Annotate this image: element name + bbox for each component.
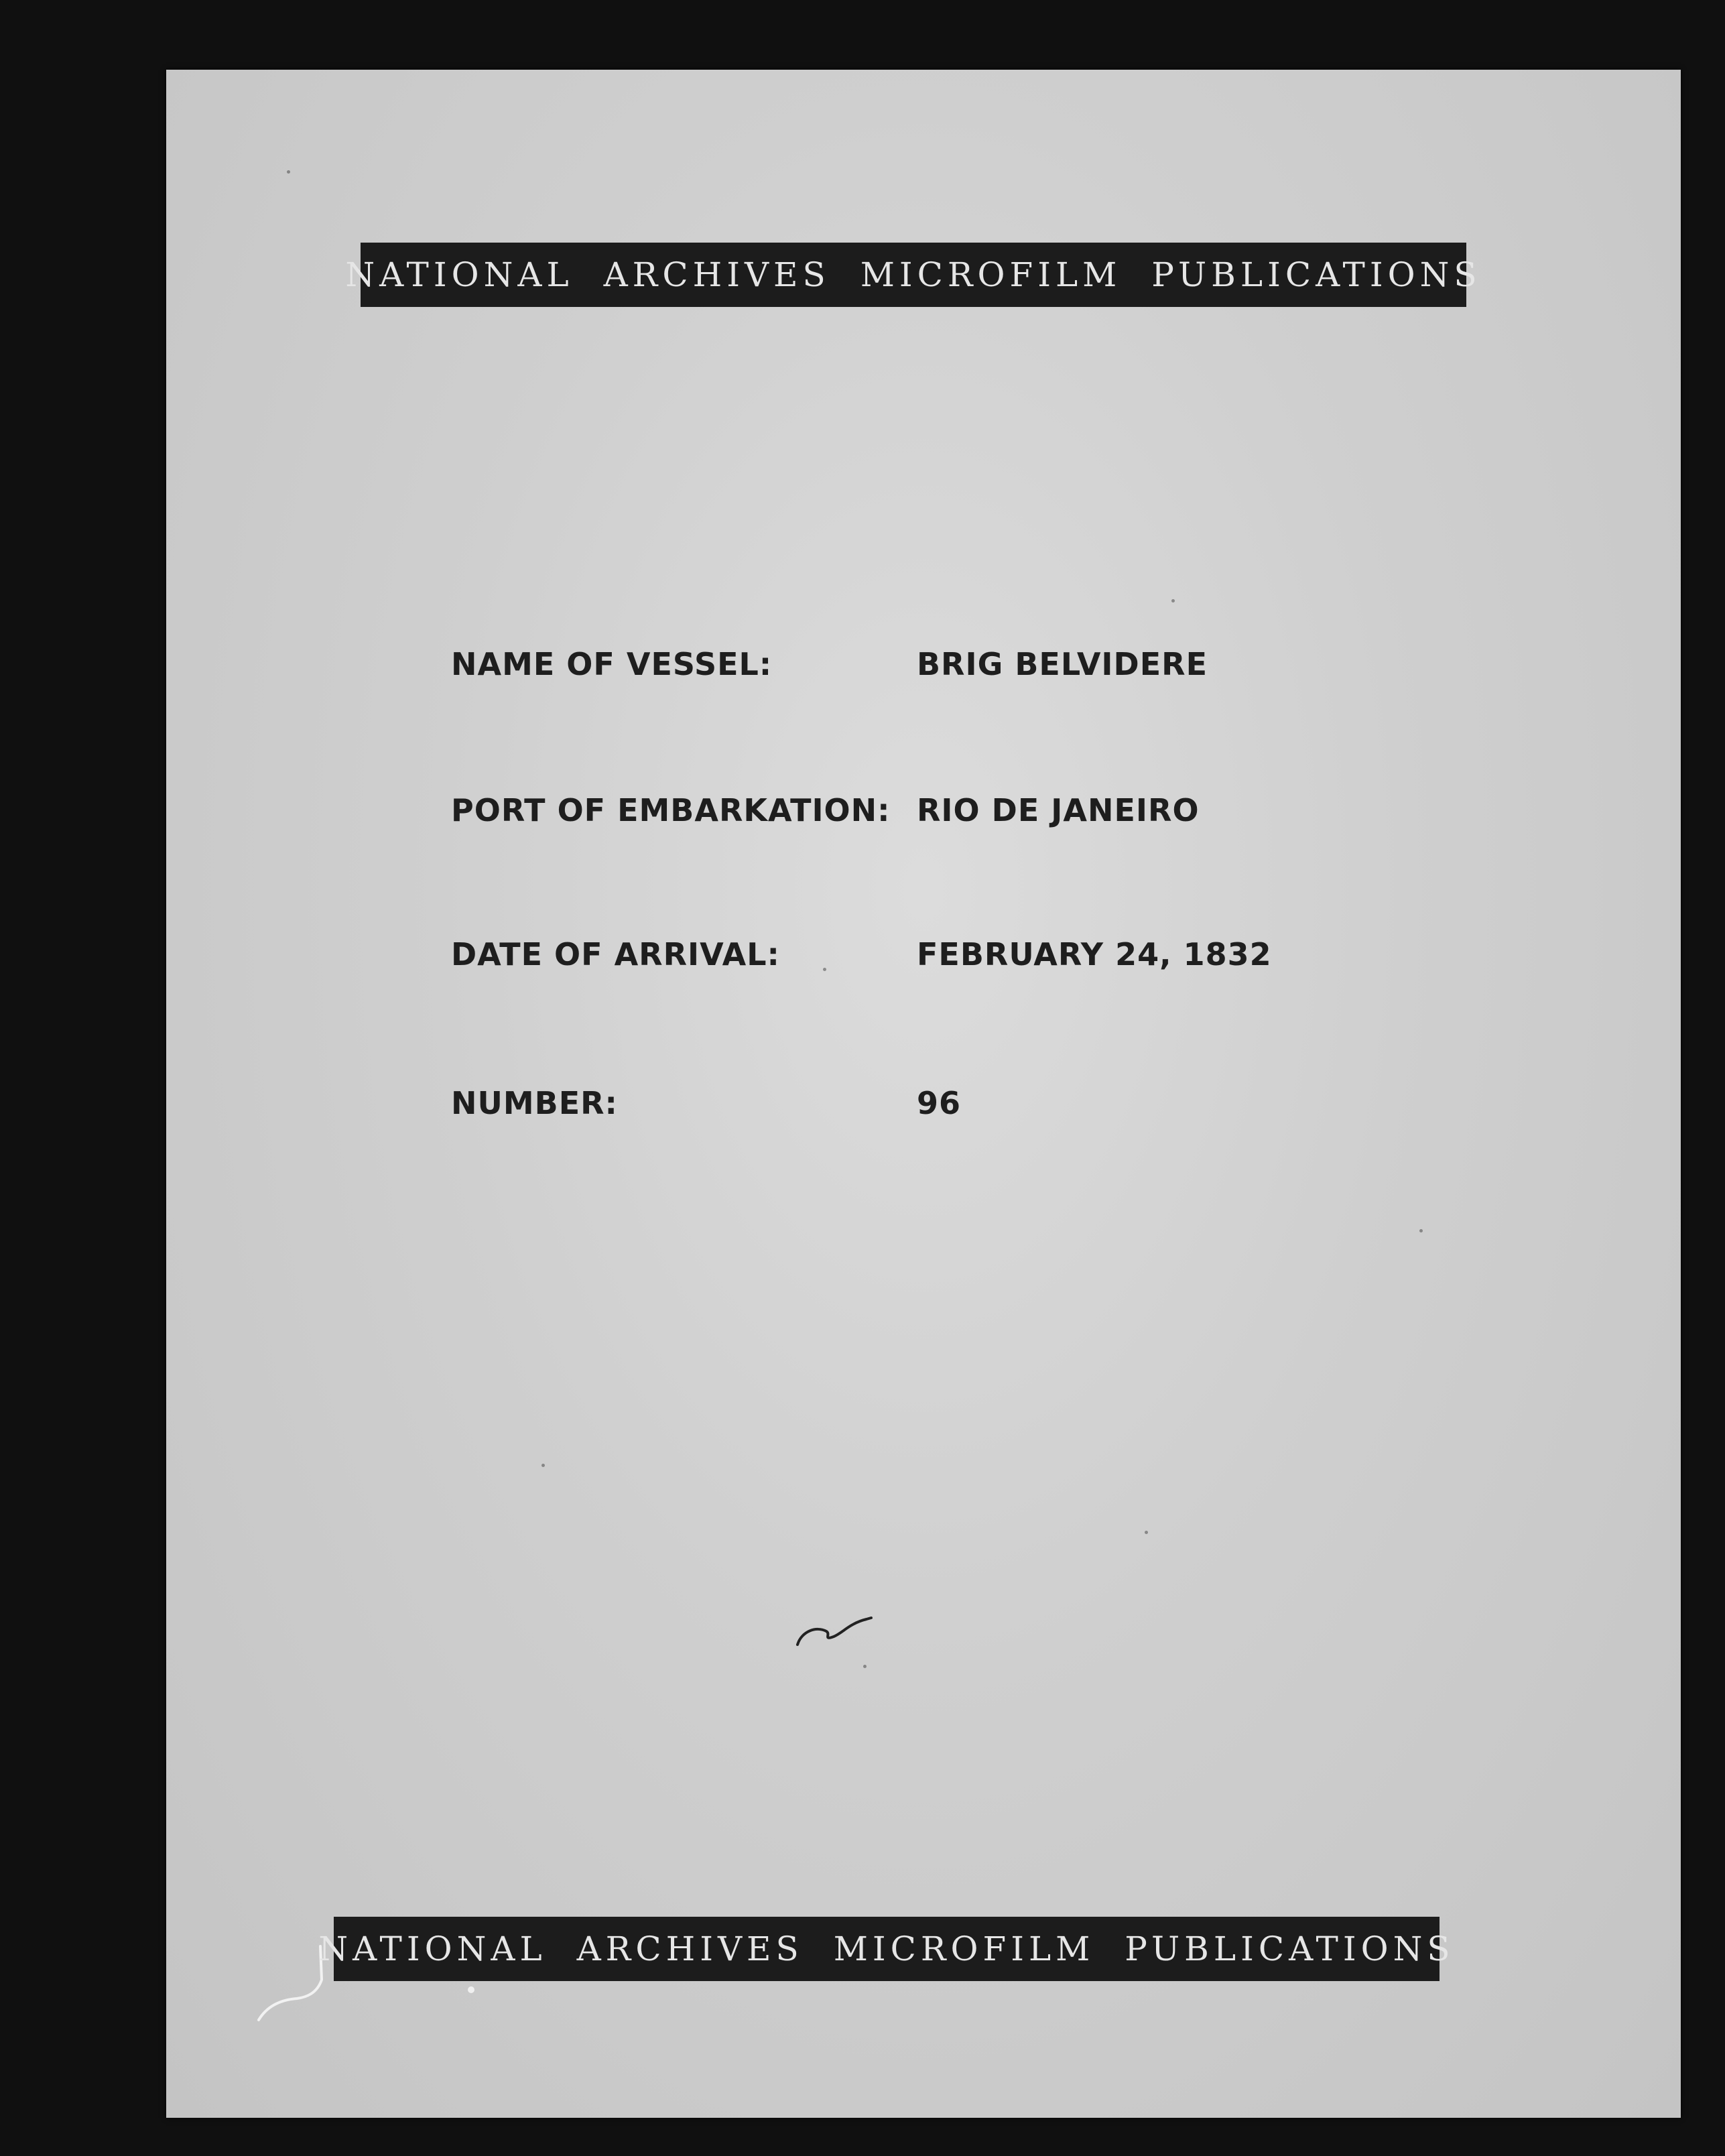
speck — [1419, 1229, 1423, 1232]
scratch-mark — [259, 1946, 322, 2020]
speck — [1145, 1531, 1148, 1534]
value-port-of-embarkation: RIO DE JANEIRO — [917, 792, 1200, 828]
label-port-of-embarkation: PORT OF EMBARKATION: — [451, 792, 891, 828]
label-number: NUMBER: — [451, 1085, 618, 1121]
speck — [823, 968, 826, 971]
value-date-of-arrival: FEBRUARY 24, 1832 — [917, 936, 1272, 972]
speck — [287, 170, 290, 174]
label-date-of-arrival: DATE OF ARRIVAL: — [451, 936, 780, 972]
speck — [863, 1665, 867, 1668]
label-name-of-vessel: NAME OF VESSEL: — [451, 646, 773, 682]
speck — [1171, 599, 1175, 603]
value-number: 96 — [917, 1085, 962, 1121]
banner-top: NATIONAL ARCHIVES MICROFILM PUBLICATIONS — [361, 243, 1466, 307]
value-name-of-vessel: BRIG BELVIDERE — [917, 646, 1208, 682]
speck — [468, 1986, 474, 1993]
banner-bottom: NATIONAL ARCHIVES MICROFILM PUBLICATIONS — [334, 1917, 1440, 1981]
speck — [541, 1464, 545, 1467]
document-page — [166, 70, 1681, 2118]
handwritten-mark — [797, 1618, 871, 1645]
